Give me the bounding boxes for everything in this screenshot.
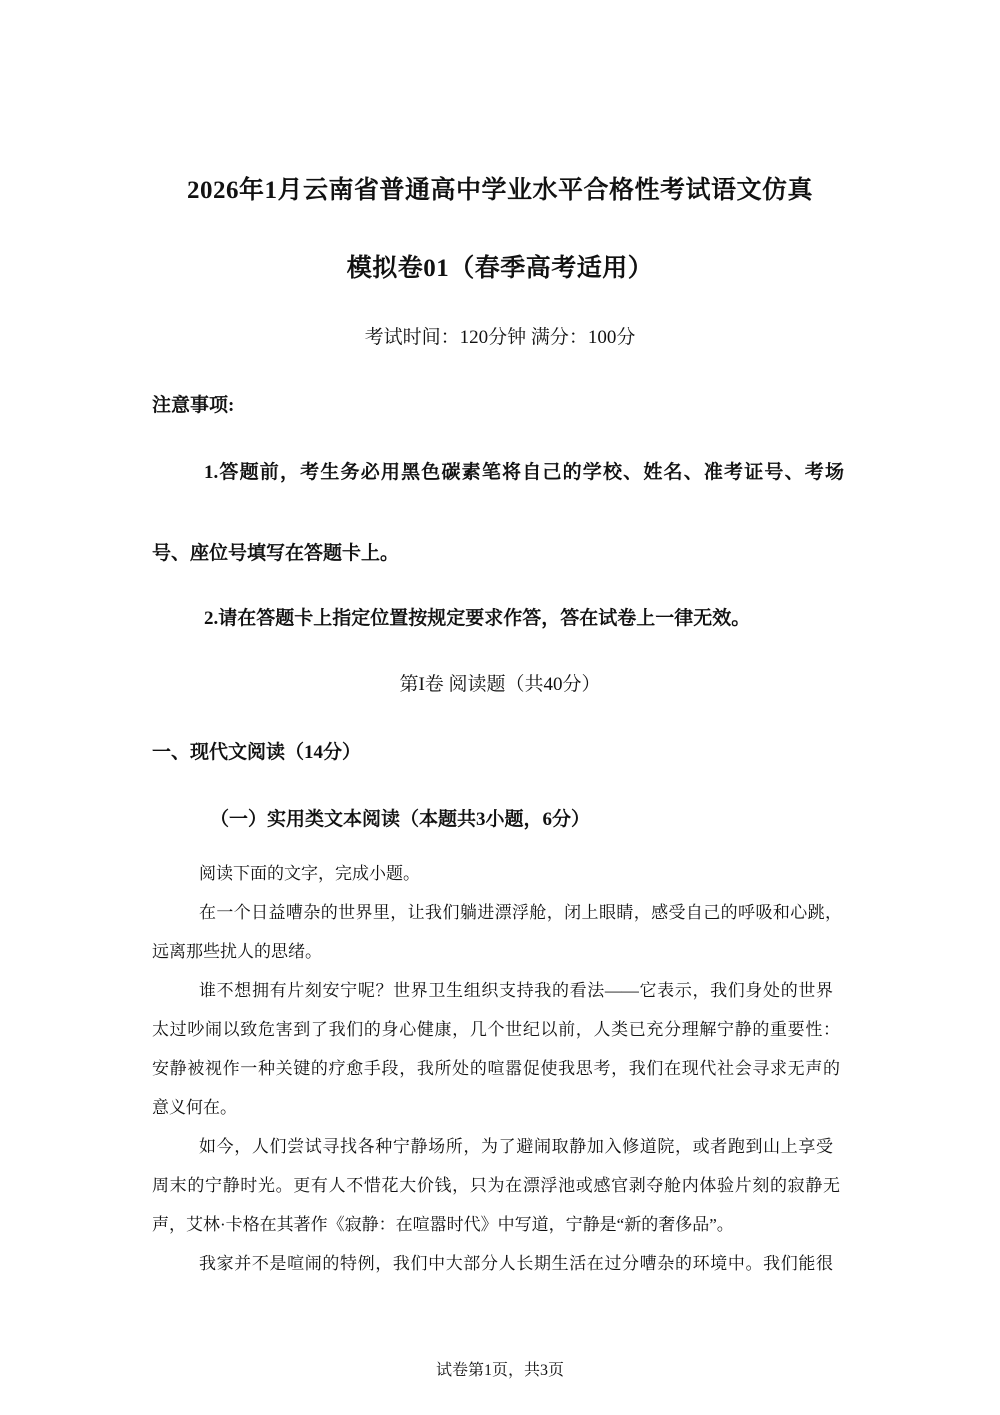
passage-line: 在一个日益嘈杂的世界里，让我们躺进漂浮舱，闭上眼睛，感受自己的呼吸和心跳， bbox=[199, 903, 842, 922]
notice-item-2: 2.请在答题卡上指定位置按规定要求作答，答在试卷上一律无效。 bbox=[204, 608, 751, 629]
page-footer: 试卷第1页，共3页 bbox=[435, 1362, 564, 1379]
notice-item-1-line-2: 号、座位号填写在答题卡上。 bbox=[152, 543, 400, 564]
exam-title-line-2: 模拟卷01（春季高考适用） bbox=[346, 255, 654, 282]
subsection-1-title: （一）实用类文本阅读（本题共3小题，6分） bbox=[210, 809, 591, 830]
passage-instruction: 阅读下面的文字，完成小题。 bbox=[199, 864, 420, 883]
section-1-title: 一、现代文阅读（14分） bbox=[152, 742, 362, 763]
notice-heading: 注意事项: bbox=[152, 395, 235, 416]
passage-line: 安静被视作一种关键的疗愈手段，我所处的喧嚣促使我思考，我们在现代社会寻求无声的 bbox=[152, 1059, 840, 1078]
passage-line: 我家并不是喧闹的特例，我们中大部分人长期生活在过分嘈杂的环境中。我们能很 bbox=[199, 1254, 833, 1273]
notice-item-1-line-1: 1.答题前，考生务必用黑色碳素笔将自己的学校、姓名、准考证号、考场 bbox=[204, 462, 844, 483]
exam-info: 考试时间：120分钟 满分：100分 bbox=[364, 327, 636, 348]
passage-line: 太过吵闹以致危害到了我们的身心健康，几个世纪以前，人类已充分理解宁静的重要性： bbox=[152, 1020, 840, 1039]
passage-line: 周末的宁静时光。更有人不惜花大价钱，只为在漂浮池或感官剥夺舱内体验片刻的寂静无 bbox=[152, 1176, 840, 1195]
passage-line: 远离那些扰人的思绪。 bbox=[152, 942, 322, 961]
passage-line: 意义何在。 bbox=[152, 1098, 237, 1117]
volume-title: 第I卷 阅读题（共40分） bbox=[399, 674, 601, 695]
passage-line: 声，艾林·卡格在其著作《寂静：在喧嚣时代》中写道，宁静是“新的奢侈品”。 bbox=[152, 1215, 734, 1234]
passage-line: 如今，人们尝试寻找各种宁静场所，为了避闹取静加入修道院，或者跑到山上享受 bbox=[199, 1137, 833, 1156]
exam-title-line-1: 2026年1月云南省普通高中学业水平合格性考试语文仿真 bbox=[186, 177, 813, 204]
passage-line: 谁不想拥有片刻安宁呢？世界卫生组织支持我的看法——它表示，我们身处的世界 bbox=[199, 981, 833, 1000]
